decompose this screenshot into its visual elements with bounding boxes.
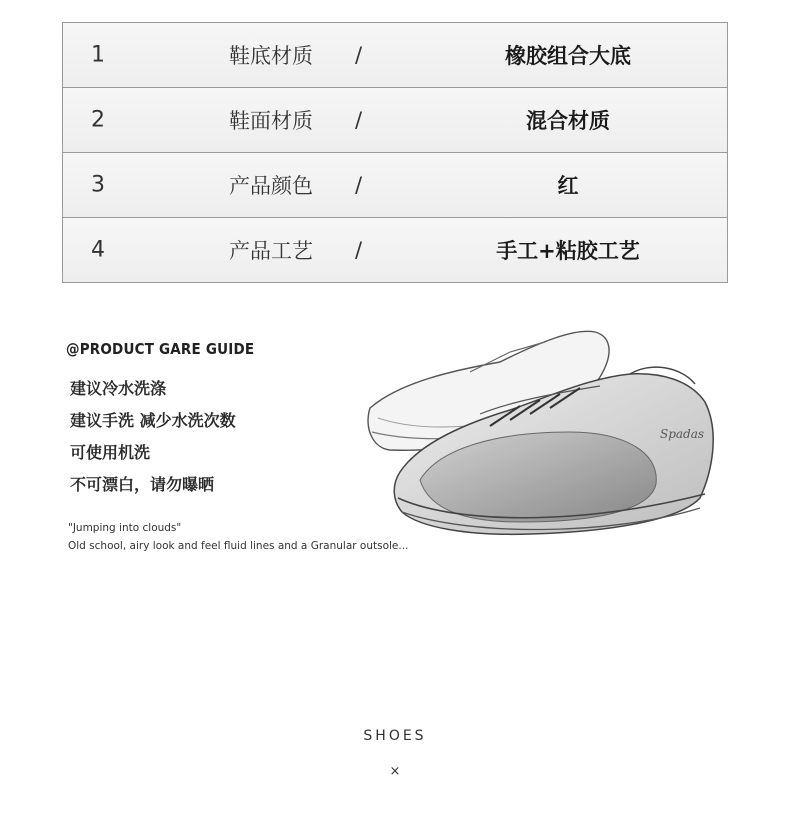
spec-label: 鞋面材质 [229, 109, 313, 133]
spec-value: 红 [557, 174, 579, 198]
spec-value: 橡胶组合大底 [505, 44, 631, 68]
tagline-quote: "Jumping into clouds" [68, 522, 182, 534]
care-item: 建议手洗 减少水洗次数 [70, 411, 236, 430]
shoe-brand-script: Spadas [660, 427, 705, 441]
shoe-illustration [360, 322, 740, 562]
spec-row [63, 23, 727, 88]
footer-close-mark: × [389, 764, 401, 779]
footer-label: SHOES [363, 728, 427, 744]
care-item: 建议冷水洗涤 [70, 379, 167, 398]
care-item: 可使用机洗 [70, 443, 151, 462]
spec-separator: / [355, 43, 363, 67]
spec-label: 产品工艺 [229, 239, 313, 263]
tagline [68, 519, 408, 555]
spec-separator: / [355, 108, 363, 132]
spec-row [63, 218, 727, 282]
care-guide-title: @PRODUCT GARE GUIDE [66, 340, 255, 358]
spec-number: 4 [91, 237, 105, 263]
spec-separator: / [355, 238, 363, 262]
spec-value: 手工+粘胶工艺 [496, 239, 640, 263]
spec-value: 混合材质 [526, 109, 610, 133]
spec-separator: / [355, 173, 363, 197]
spec-table [62, 22, 728, 283]
care-item: 不可漂白，请勿曝晒 [70, 475, 215, 494]
spec-label: 鞋底材质 [229, 44, 313, 68]
spec-row [63, 88, 727, 153]
tagline-description: Old school, airy look and feel fluid lines and a Granular outsole... [68, 540, 409, 552]
spec-label: 产品颜色 [229, 174, 313, 198]
spec-number: 2 [91, 107, 105, 133]
spec-number: 3 [91, 172, 105, 198]
spec-row [63, 153, 727, 218]
spec-number: 1 [91, 42, 105, 68]
